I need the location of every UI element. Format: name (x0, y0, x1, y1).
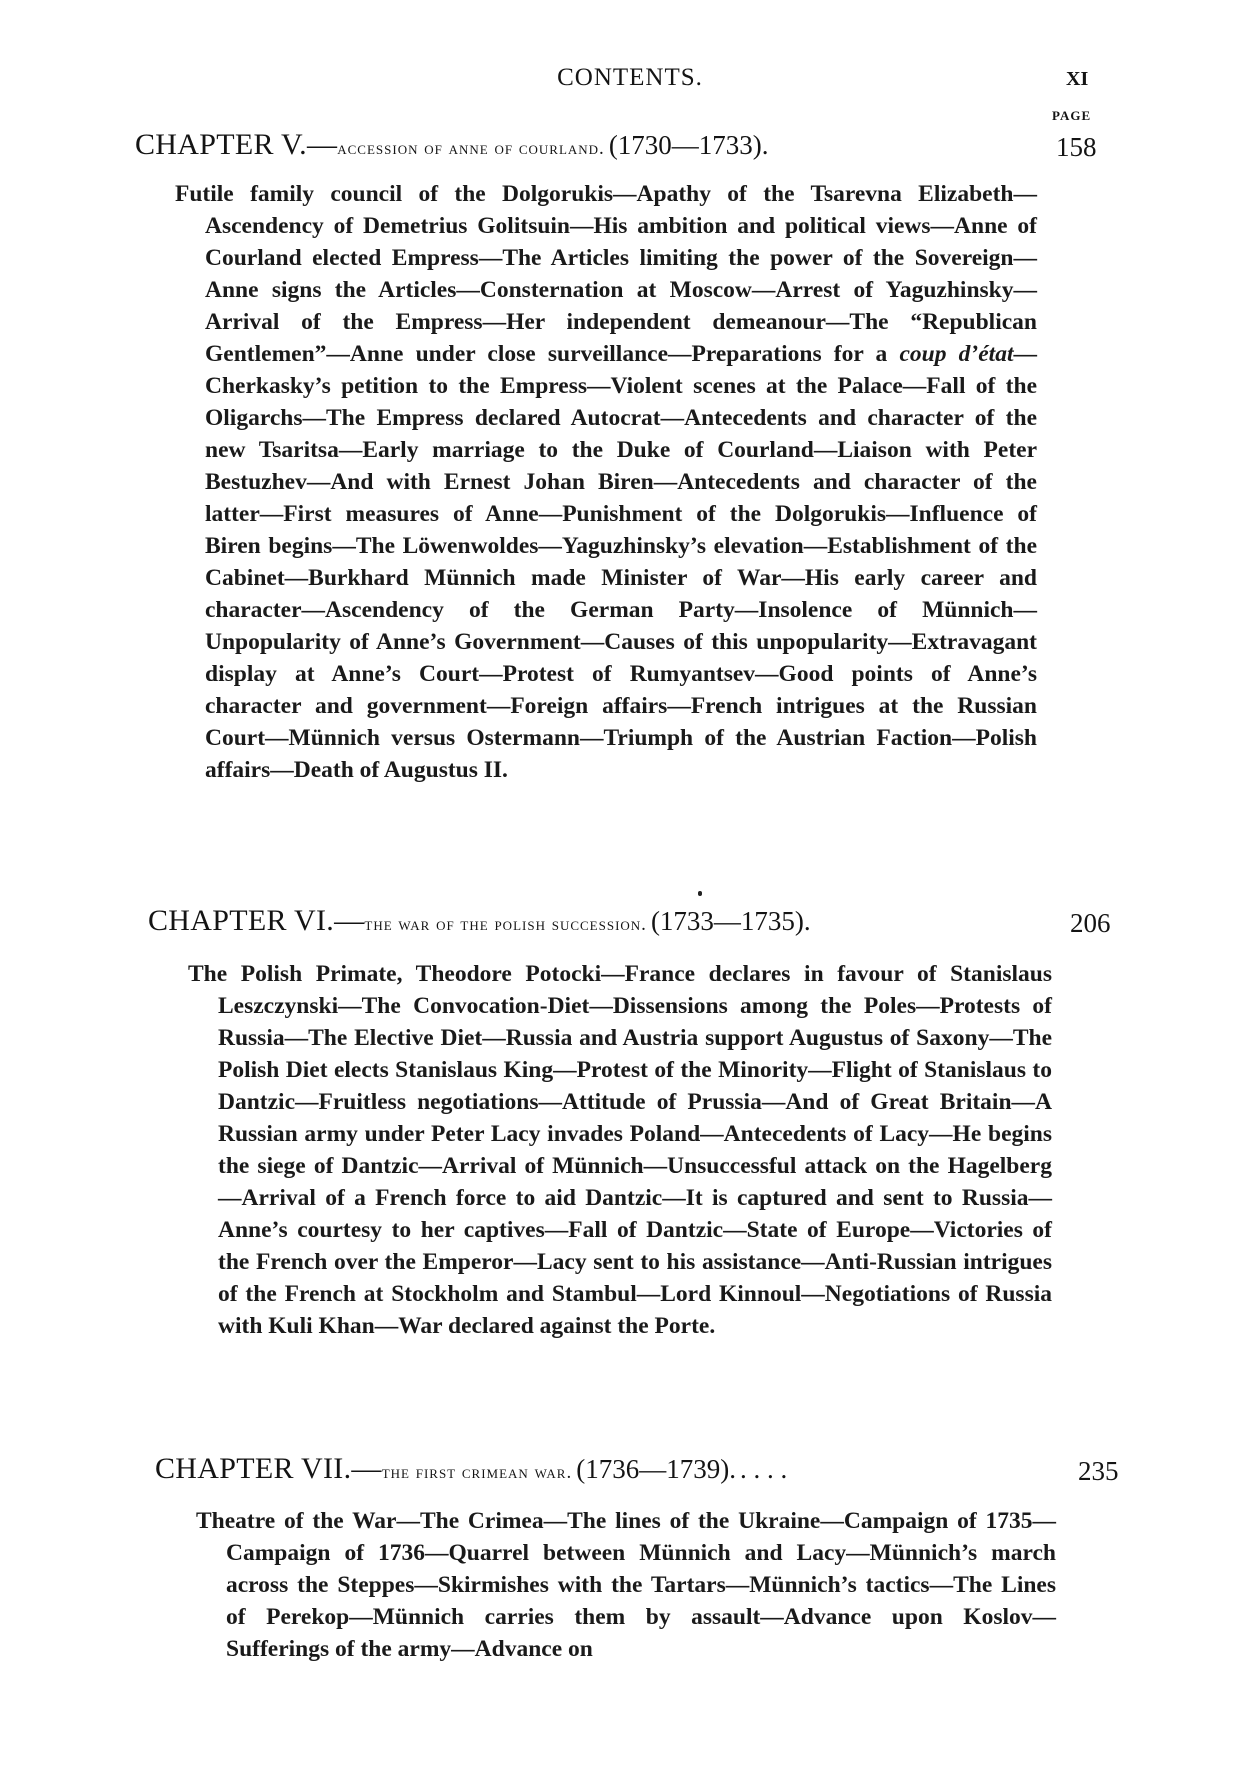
chapter-years: (1730—1733). (608, 130, 769, 160)
chapter-title: accession of anne of courland. (337, 138, 605, 159)
chapter-page-number: 235 (1078, 1456, 1119, 1486)
chapter-number: CHAPTER VI.— (148, 904, 365, 937)
running-title: CONTENTS. (557, 64, 703, 91)
chapter-number: CHAPTER V.— (135, 128, 338, 161)
page-number: XI (1066, 68, 1089, 90)
synopsis-text: The Polish Primate, Theodore Potocki—France declares in favour of Stanislaus Leszczynski—The Convocation-Diet—Dissensions among the Poles—Protests of Russia—The Elective Diet—Russia and Austria support Augustus of Saxony—The Polish Diet elects Stanislaus King—Protest of the Minority—Flight of Stanislaus to Dantzic—Fruitless negotiations—Attitude of Prussia—And of Great Britain—A Russian army under Peter Lacy invades Poland—Antecedents of Lacy—He begins the siege of Dantzic—Arrival of Münnich—Unsuccessful attack on the Hagelberg—Arrival of a French force to aid Dantzic—It is captured and sent to Russia—Anne’s courtesy to her captives—Fall of Dantzic—State of Europe—Victories of the French over the Emperor—Lacy sent to his assistance—Anti-Russian intrigues of the French at Stockholm and Stambul—Lord Kinnoul—Negotiations of Russia with Kuli Khan—War declared against the Porte. (188, 961, 1052, 1339)
chapter-synopsis (196, 1505, 1056, 1665)
chapter-title: the war of the polish succession. (364, 914, 647, 935)
synopsis-text: Theatre of the War—The Crimea—The lines of the Ukraine—Campaign of 1735—Campaign of 1736—Quarrel between Münnich and Lacy—Münnich’s march across the Steppes—Skirmishes with the Tartars—Münnich’s tactics—The Lines of Perekop—Münnich carries them by assault—Advance upon Koslov—Sufferings of the army—Advance on (196, 1508, 1056, 1662)
chapter-number: CHAPTER VII.— (155, 1452, 382, 1485)
chapter-heading (155, 1452, 787, 1486)
chapter-years: (1736—1739). (576, 1454, 736, 1484)
chapter-years: (1733—1735). (650, 906, 811, 936)
ink-mark (698, 891, 702, 896)
synopsis-text: Futile family council of the Dolgorukis—Apathy of the Tsarevna Elizabeth—Ascendency of Demetrius Golitsuin—His ambition and political views—Anne of Courland elected Empress—The Articles limiting the power of the Sovereign—Anne signs the Articles—Consternation at Moscow—Arrest of Yaguzhinsky—Arrival of the Empress—Her independent demeanour—The “Republican Gentlemen”—Anne under close surveillance—Preparations for a (175, 181, 1037, 367)
chapter-heading (135, 128, 769, 162)
page-column-label: PAGE (1052, 108, 1092, 123)
chapter-heading (148, 904, 811, 938)
synopsis-italic-text: coup d’état (899, 341, 1014, 367)
leader-dots: . . . . (739, 1454, 788, 1484)
chapter-title: the first crimean war. (381, 1462, 573, 1483)
synopsis-text: —Cherkasky’s petition to the Empress—Violent scenes at the Palace—Fall of the Oligarchs—The Empress declared Autocrat—Antecedents and character of the new Tsaritsa—Early marriage to the Duke of Courland—Liaison with Peter Bestuzhev—And with Ernest Johan Biren—Antecedents and character of the latter—First measures of Anne—Punishment of the Dolgorukis—Influence of Biren begins—The Löwenwoldes—Yaguzhinsky’s elevation—Establishment of the Cabinet—Burkhard Münnich made Minister of War—His early career and character—Ascendency of the German Party—Insolence of Münnich—Unpopularity of Anne’s Government—Causes of this unpopularity—Extravagant display at Anne’s Court—Protest of Rumyantsev—Good points of Anne’s character and government—Foreign affairs—French intrigues at the Russian Court—Münnich versus Ostermann—Triumph of the Austrian Faction—Polish affairs—Death of Augustus II. (205, 341, 1037, 783)
chapter-synopsis (175, 178, 1037, 786)
chapter-page-number: 158 (1056, 132, 1097, 162)
chapter-page-number: 206 (1070, 908, 1111, 938)
chapter-synopsis (188, 958, 1052, 1342)
